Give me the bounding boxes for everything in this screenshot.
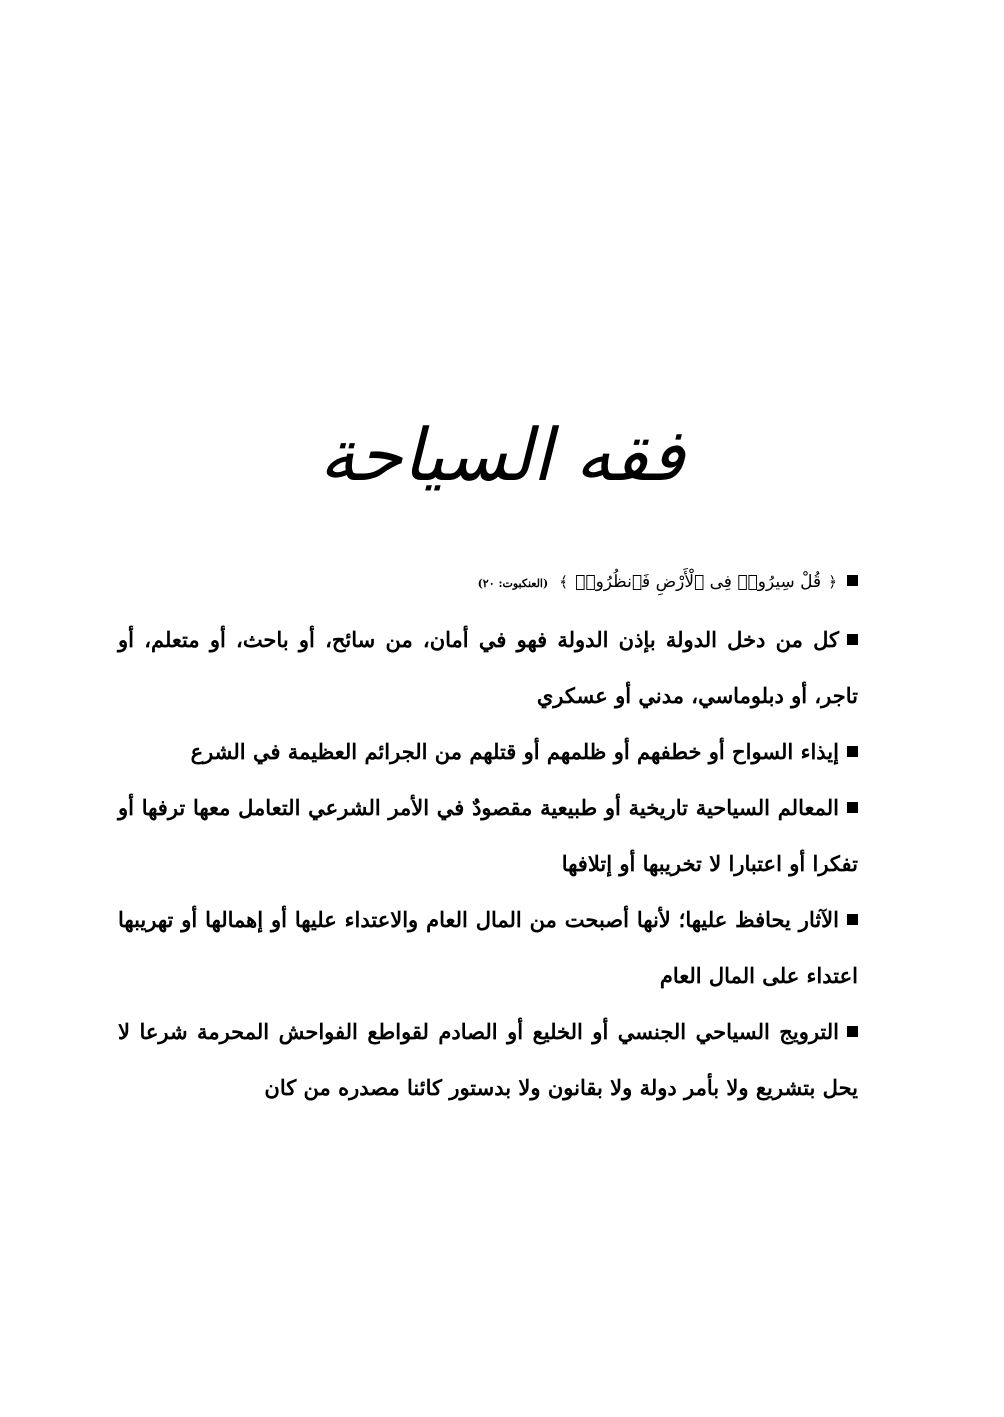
square-bullet-icon [847, 575, 858, 586]
paragraph-item [118, 612, 858, 724]
verse-open-ornament: ﴿ [828, 573, 837, 591]
content-body [118, 566, 858, 1116]
square-bullet-icon [847, 746, 858, 757]
paragraph-text: المعالم السياحية تاريخية أو طبيعية مقصودٌ في الأمر الشرعي التعامل معها ترفها أو تفكرا أو اعتبارا لا تخريبها أو إتلافها [118, 795, 858, 876]
paragraph-text: الآثار يحافظ عليها؛ لأنها أصبحت من المال العام والاعتداء عليها أو إهمالها أو تهريبها اعتداء على المال العام [118, 907, 858, 988]
paragraph-text: الترويج السياحي الجنسي أو الخليع أو الصادم لقواطع الفواحش المحرمة شرعا لا يحل بتشريع ولا بأمر دولة ولا بقانون ولا بدستور كائنا مصدره من كان [118, 1019, 858, 1100]
verse-reference: (العنكبوت: ٢٠) [477, 577, 549, 590]
square-bullet-icon [847, 634, 858, 645]
paragraph-text: كل من دخل الدولة بإذن الدولة فهو في أمان، من سائح، أو باحث، أو متعلم، أو تاجر، أو دبلوماسي، مدني أو عسكري [118, 627, 858, 708]
paragraph-item [118, 892, 858, 1004]
square-bullet-icon [847, 914, 858, 925]
verse-text: قُلْ سِيرُوا۟ فِى ٱلْأَرْضِ فَٱنظُرُوا۟ [575, 572, 822, 592]
paragraph-item [118, 780, 858, 892]
square-bullet-icon [847, 1026, 858, 1037]
page-title: فقه السياحة [319, 413, 685, 497]
square-bullet-icon [847, 802, 858, 813]
paragraph-text: إيذاء السواح أو خطفهم أو ظلمهم أو قتلهم من الجرائم العظيمة في الشرع [190, 739, 839, 764]
paragraph-item [118, 724, 858, 780]
quran-verse-line [118, 566, 858, 600]
paragraph-item [118, 1004, 858, 1116]
verse-close-ornament: ﴾ [559, 573, 569, 591]
